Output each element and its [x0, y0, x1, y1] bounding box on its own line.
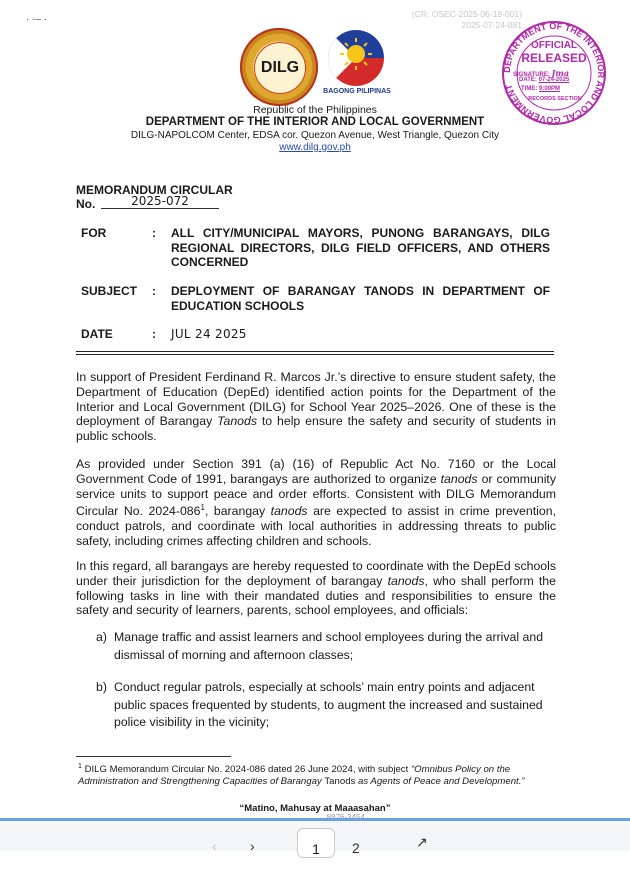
footnote [78, 761, 558, 788]
memo-number-label: No. [76, 197, 96, 211]
footnote-number: 1 [78, 763, 82, 770]
p3-text-a: In this regard, all barangays are hereby requested to coordinate with the DepEd schools under their jurisdiction for the deployment of barangay [76, 559, 556, 588]
stamp-ring-text: DEPARTMENT OF THE INTERIOR AND LOCAL GOVERNMENT [501, 20, 607, 126]
p1-text-a: In support of President Ferdinand R. Marcos Jr.’s directive to ensure student safety, the Department of Education (DepEd) identified action points for the Department of the Interior and Local Government (DILG) for School Year 2025–2026. One of these is the deployment of Barangay [76, 370, 556, 429]
stamp-signature: Jma [551, 68, 569, 78]
date-colon: : [152, 327, 156, 341]
memo-title: MEMORANDUM CIRCULAR [76, 183, 233, 197]
p3-text-b: , who shall perform the following tasks in line with their mandated duties and responsibilities to ensure the safety and security of learners, parents, school employees, and officials: [76, 573, 556, 618]
subject-label: SUBJECT [81, 284, 138, 298]
stamp-signature-label: SIGNATURE: [513, 72, 550, 78]
memo-number-value: 2025-072 [101, 194, 219, 209]
for-recipients: ALL CITY/MUNICIPAL MAYORS, PUNONG BARANGAYS, DILG REGIONAL DIRECTORS, DILG FIELD OFFICERS, AND OTHERS CONCERNED [171, 226, 550, 269]
tracking-line-2: 2025-07-24-081 [461, 20, 522, 30]
p1-emphasis: Tanods [217, 414, 257, 429]
header-divider-2 [76, 354, 554, 355]
footnote-divider [76, 756, 231, 757]
list-item-text: Manage traffic and assist learners and school employees during the arrival and dismissal of morning and afternoon classes; [114, 630, 544, 662]
subject-colon: : [152, 284, 156, 298]
p2-emphasis-2: tanods [270, 504, 308, 519]
page-2-button[interactable]: 2 [352, 840, 360, 856]
p2-emphasis-1: tanods [440, 471, 478, 486]
bagong-pilipinas-text: BAGONG PILIPINAS [323, 88, 391, 95]
p1-text-b: to help ensure the safety and security of students in public schools. [76, 414, 556, 444]
for-label: FOR [81, 226, 107, 240]
chevron-left-icon[interactable]: ‹ [212, 838, 217, 854]
date-label: DATE [81, 327, 113, 341]
paragraph-2 [76, 457, 556, 549]
stamp-released: RELEASED [521, 51, 587, 65]
list-item-b [96, 679, 556, 733]
dilg-seal-logo [240, 28, 318, 106]
stamp-time-row [521, 86, 601, 92]
paragraph-3 [76, 559, 556, 618]
letterhead-website-link[interactable]: www.dilg.gov.ph [279, 142, 351, 153]
p2-text-d: are expected to assist in crime prevention, conduct patrols, and coordinate with local authorities in addressing threats to public safety, including crimes affecting children and schools. [76, 504, 556, 549]
footnote-emphasis-a: “Omnibus Policy on the Administration and Strengthening Capacities of Barangay [78, 764, 511, 788]
letterhead-address: DILG-NAPOLCOM Center, EDSA cor. Quezon Avenue, West Triangle, Quezon City [130, 130, 500, 141]
date-value: JUL 24 2025 [171, 327, 247, 341]
footnote-ref-1: 1 [200, 503, 205, 513]
stamp-time-value: 9:00PM [539, 86, 561, 92]
p3-emphasis: tanods [387, 573, 425, 588]
p2-text-c: , barangay [204, 504, 271, 519]
dilg-motto: “Matino, Mahusay at Maaasahan” [239, 803, 391, 814]
p2-text-a: As provided under Section 391 (a) (16) of Republic Act No. 7160 or the Local Government Code of 1991, barangays are authorized to organize [76, 457, 556, 486]
stamp-time-label: TIME: [521, 86, 538, 92]
footnote-plain: Tanods [324, 776, 356, 788]
letterhead-republic: Republic of the Philippines [253, 104, 377, 116]
list-marker: b) [96, 680, 107, 694]
header-divider [76, 351, 554, 352]
list-item-a [96, 629, 556, 665]
subject-text: DEPLOYMENT OF BARANGAY TANODS IN DEPARTMENT OF EDUCATION SCHOOLS [171, 284, 550, 313]
expand-icon[interactable]: ↗ [416, 834, 428, 850]
stamp-date-value: 07-24-2025 [538, 77, 570, 83]
footnote-text-a: DILG Memorandum Circular No. 2024-086 dated 26 June 2024, with subject [81, 764, 411, 776]
stamp-date-label: DATE: [519, 77, 537, 83]
chevron-right-icon[interactable]: › [250, 838, 255, 854]
p2-text-b: or community service units to support peace and order efforts. Consistent with DILG Memorandum Circular No. 2024-086 [76, 471, 556, 519]
letterhead-department: DEPARTMENT OF THE INTERIOR AND LOCAL GOVERNMENT [145, 116, 485, 128]
bagong-pilipinas-logo [322, 26, 390, 96]
stamp-official: OFFICIAL [530, 40, 578, 51]
tracking-line-1: (CR: OSEC-2025-06-19-001) [411, 9, 522, 19]
stamp-date-row [519, 77, 599, 83]
for-colon: : [152, 226, 156, 240]
list-item-text: Conduct regular patrols, especially at schools’ main entry points and adjacent public spaces frequented by students, to augment the increased and sustained police visibility in the vicinity; [114, 680, 543, 729]
footnote-emphasis-b: as Agents of Peace and Development.” [355, 776, 525, 788]
dilg-seal-text: DILG [254, 42, 306, 94]
list-marker: a) [96, 630, 107, 644]
stamp-records: RECORDS SECTION [528, 96, 582, 102]
paragraph-1 [76, 370, 556, 444]
page-1-button[interactable]: 1 [297, 828, 335, 858]
scan-corner-mark: · ‐‒ · [26, 14, 48, 25]
